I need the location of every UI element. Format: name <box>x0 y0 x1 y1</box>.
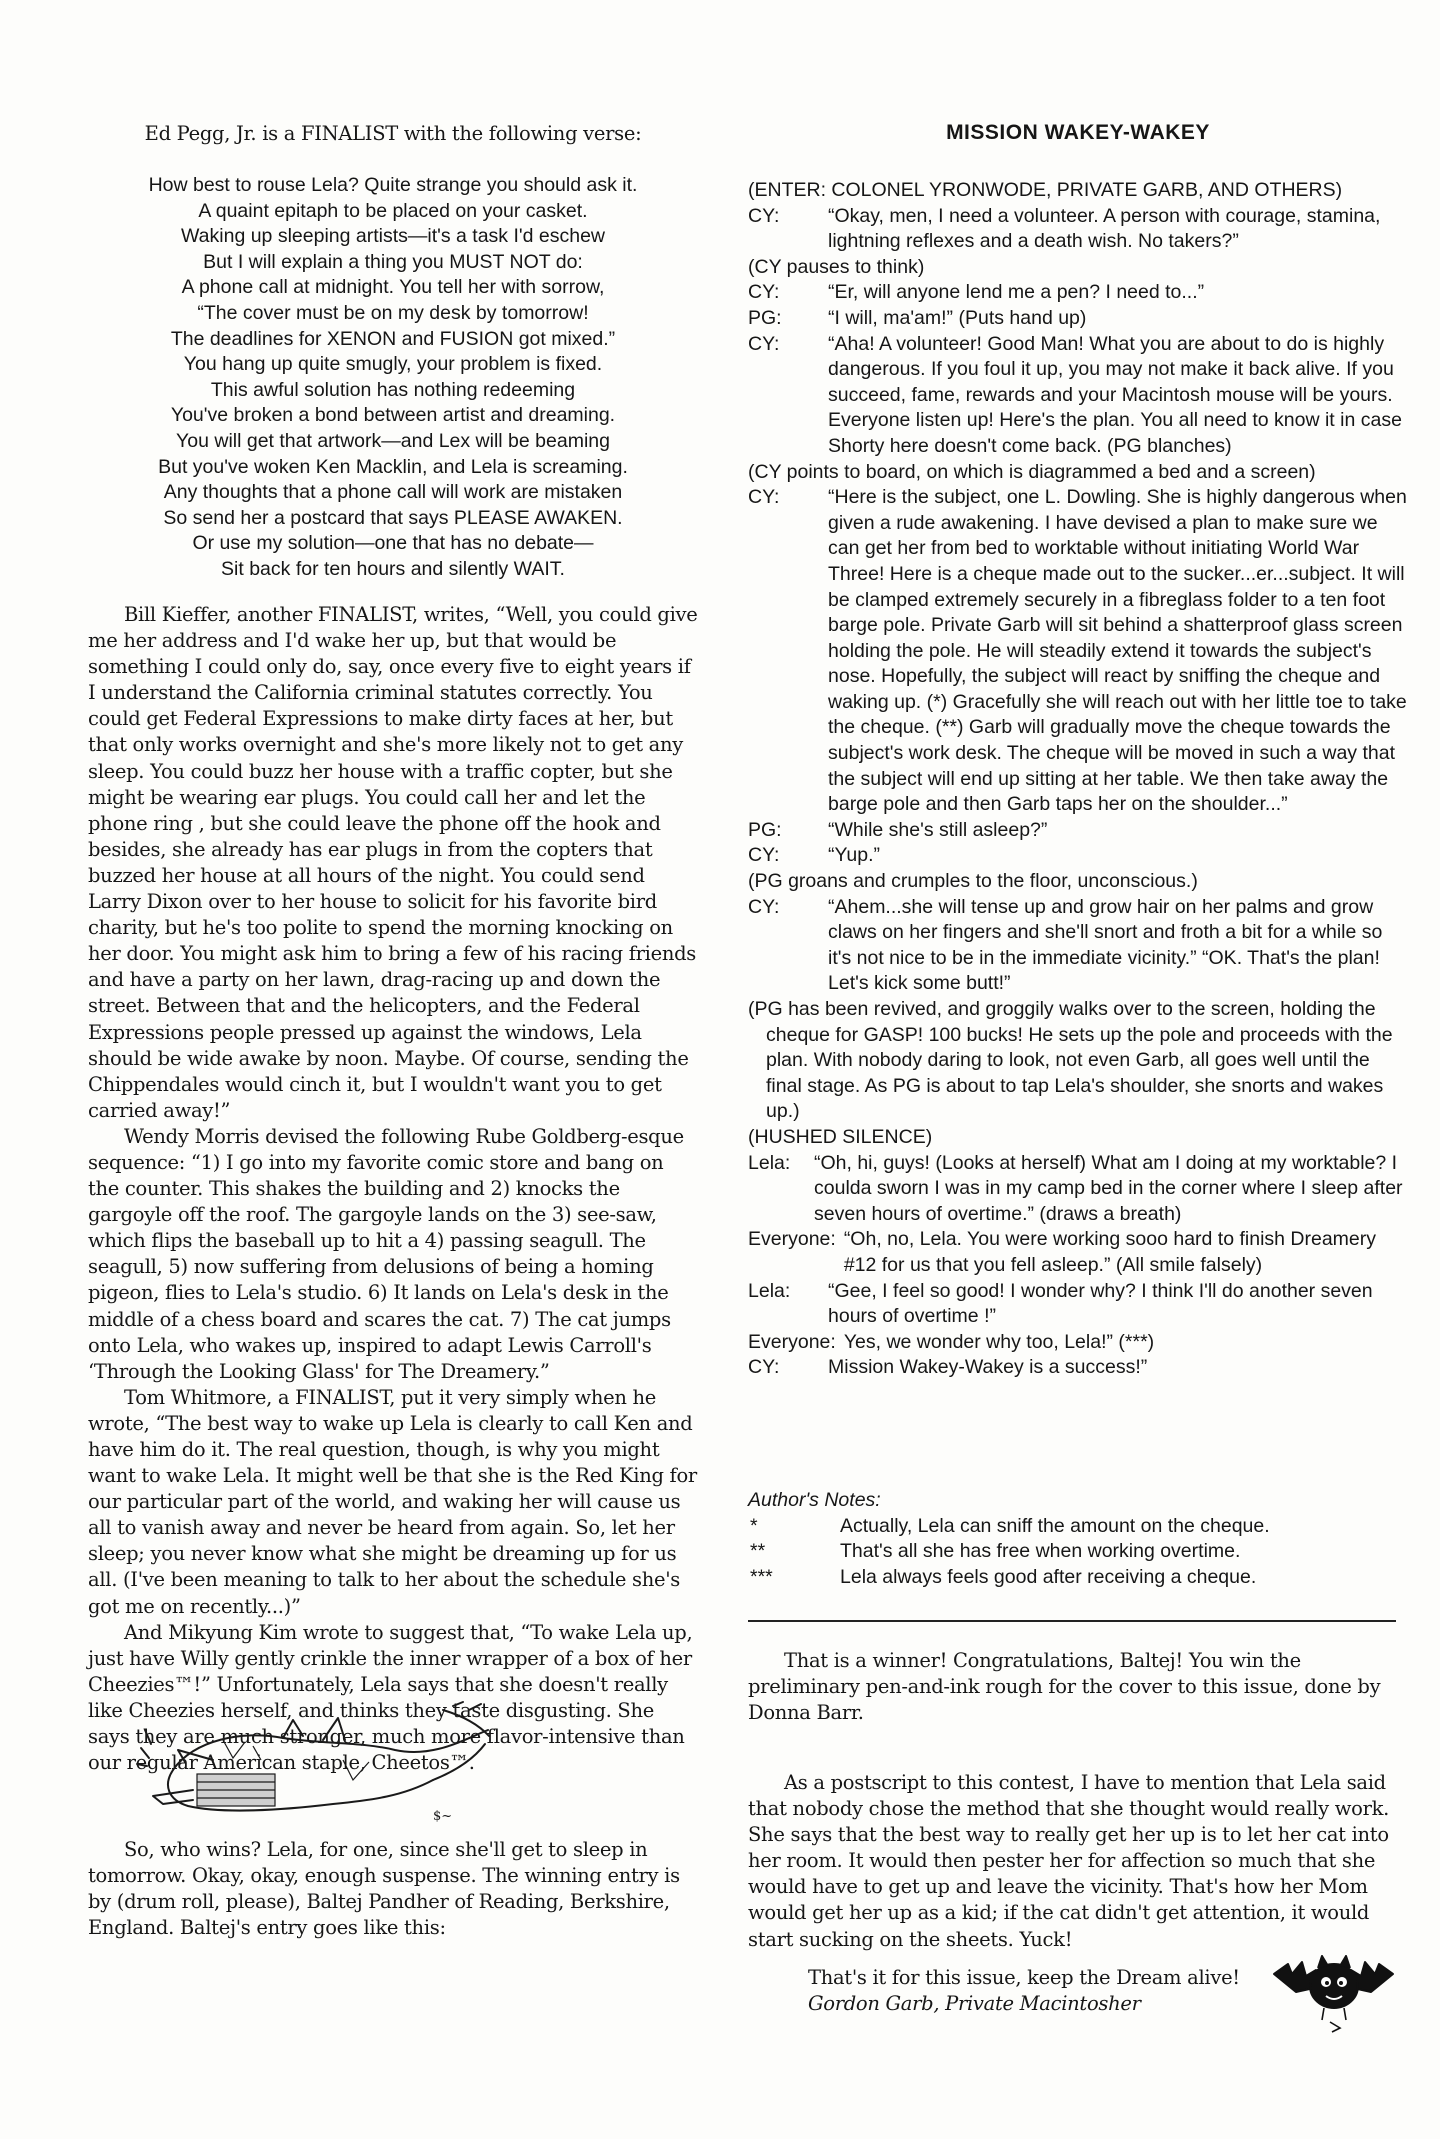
poem-line: So send her a postcard that says PLEASE AWAKEN. <box>163 506 623 529</box>
script-line: CY: “Aha! A volunteer! Good Man! What you are about to do is highly dangerous. If you foul it up, you may not make it back alive. If you succeed, fame, rewards and your Macintosh mouse will be yours. Everyone listen up! Here's the plan. You all need to know it in case Shorty here doesn't come back. (PG blanches) <box>748 332 1402 457</box>
script-line: Lela: “Gee, I feel so good! I wonder why? I think I'll do another seven hours of overtime !” <box>748 1279 1373 1328</box>
poem-line: You've broken a bond between artist and dreaming. <box>170 404 616 427</box>
paragraph-kim: And Mikyung Kim wrote to suggest that, “To wake Lela up, just have Willy gently crinkle the inner wrapper of a box of her Cheezies™!” Unfortunately, Lela says that she doesn't really like Cheezies herself, and thinks they taste disgusting. She says they are much stronger, much more flavor-intensive than our regular American staple, Cheetos™. <box>88 1620 693 1775</box>
signature: Gordon Garb, Private Macintosher <box>808 1992 1141 2016</box>
script-line: CY: “Here is the subject, one L. Dowling. She is highly dangerous when given a rude awakening. I have devised a plan to make sure we can get her from bed to worktable without initiating World War Three! Here is a cheque made out to the sucker...er...subject. It will be clamped extremely securely in a fibreglass folder to a ten foot barge pole. Private Garb will sit behind a shatterproof glass screen holding the pole. He will steadily extend it towards the subject's nose. Hopefully, the subject will react by sniffing the cheque and waking up. (*) Gracefully she will reach out with her little toe to take the cheque. (**) Garb will gradually move the cheque towards the subject's work desk. The cheque will be moved in such a way that the subject will end up sitting at her table. We then take away the barge pole and then Garb taps her on the shoulder...” <box>748 486 1407 816</box>
script-line: CY: “Ahem...she will tense up and grow hair on her palms and grow claws on her fingers and she'll snort and froth a bit for a while so it's not nice to be in the immediate vicinity.” “OK. That's the plan! Let's kick some butt!” <box>748 895 1383 995</box>
postscript-paragraph: As a postscript to this contest, I have to mention that Lela said that nobody chose the method that she thought would really work. She says that the best way to really get her up is to let her cat into her room. It would then pester her for affection so much that she would have to get up and leave the vicinity. That's how her Mom would get her up as a kid; if the cat didn't get attention, it would start sucking on the sheets. Yuck! <box>748 1771 1390 1951</box>
cat-illustration <box>133 1700 495 1826</box>
poem-line: But I will explain a thing you MUST NOT do: <box>203 250 583 273</box>
artist-signature: $~ <box>433 1809 453 1824</box>
poem-line: You will get that artwork—and Lex will be beaming <box>176 429 610 452</box>
section-divider <box>748 1620 1396 1622</box>
poem-line: A quaint epitaph to be placed on your casket. <box>198 199 588 222</box>
script-line: CY: Mission Wakey-Wakey is a success!” <box>748 1356 1148 1379</box>
winner-paragraph: That is a winner! Congratulations, Baltej! You win the preliminary pen-and-ink rough for the cover to this issue, done by Donna Barr. <box>748 1649 1381 1725</box>
poem-line: Sit back for ten hours and silently WAIT. <box>221 557 565 580</box>
script-line: Everyone: Yes, we wonder why too, Lela!” (***) <box>748 1330 1155 1353</box>
note-item: * Actually, Lela can sniff the amount on the cheque. <box>750 1514 1270 1537</box>
poem-line: You hang up quite smugly, your problem is fixed. <box>183 353 603 376</box>
script <box>748 178 1408 1381</box>
stage-direction: (ENTER: COLONEL YRONWODE, PRIVATE GARB, AND OTHERS) <box>748 179 1343 201</box>
paragraph-whitmore: Tom Whitmore, a FINALIST, put it very simply when he wrote, “The best way to wake up Lela is clearly to call Ken and have him do it. The real question, though, is why you might want to wake Lela. It might well be that she is the Red King for our particular part of the world, and waking her will cause us all to vanish away and never be heard from again. So, let her sleep; you never know what she might be dreaming up for us all. (I've been meaning to talk to her about the schedule she's got me on recently...)” <box>88 1385 697 1618</box>
poem-line: How best to rouse Lela? Quite strange you should ask it. <box>148 174 638 196</box>
intro-line: Ed Pegg, Jr. is a FINALIST with the following verse: <box>144 122 642 145</box>
section-title: MISSION WAKEY-WAKEY <box>946 121 1210 144</box>
paragraph-morris: Wendy Morris devised the following Rube Goldberg-esque sequence: “1) I go into my favorite comic store and bang on the counter. This shakes the building and 2) knocks the gargoyle off the roof. The gargoyle lands on the 3) see-saw, which flips the baseball up to hit a 4) passing seagull. The seagull, 5) now suffering from delusions of being a homing pigeon, flies to Lela's studio. 6) It lands on Lela's desk in the middle of a chess board and scares the cat. 7) The cat jumps onto Lela, who wakes up, inspired to adapt Lewis Carroll's ‘Through the Looking Glass' for The Dreamery.” <box>88 1124 684 1383</box>
script-line: PG: “While she's still asleep?” <box>748 818 1048 841</box>
notes-title: Author's Notes: <box>748 1489 881 1511</box>
script-line: Everyone: “Oh, no, Lela. You were working sooo hard to finish Dreamery #12 for us that you fell asleep.” (All smile falsely) <box>748 1228 1377 1276</box>
note-item: ** That's all she has free when working overtime. <box>750 1540 1241 1563</box>
paragraph-kieffer: Bill Kieffer, another FINALIST, writes, “Well, you could give me her address and I'd wake her up, but that would be something I could only do, say, once every five to eight years if I understand the California criminal statutes correctly. You could get Federal Expressions to make dirty faces at her, but that only works overnight and she's more likely not to get any sleep. You could buzz her house with a traffic copter, but she might be wearing ear plugs. You could call her and let the phone ring , but she could leave the phone off the hook and besides, she already has ear plugs in from the copters that buzzed her house at all hours of the night. You could send Larry Dixon over to her house to solicit for his favorite bird charity, but he's too polite to spend the morning knocking on her door. You might ask him to bring a few of his racing friends and have a party on her lawn, drag-racing up and down the street. Between that and the helicopters, and the Federal Expressions people pressed up against the windows, Lela should be wide awake by noon. Maybe. Of course, sending the Chippendales would cinch it, but I wouldn't want you to get carried away!” <box>88 603 698 1122</box>
stage-direction: (HUSHED SILENCE) <box>748 1125 933 1148</box>
signoff-line: That's it for this issue, keep the Dream alive! <box>808 1966 1240 1989</box>
poem-line: “The cover must be on my desk by tomorrow! <box>197 301 589 324</box>
poem-line: Or use my solution—one that has no debate— <box>192 532 594 555</box>
poem-line: Waking up sleeping artists—it's a task I'd eschew <box>181 225 605 248</box>
winner-announcement: So, who wins? Lela, for one, since she'll get to sleep in tomorrow. Okay, okay, enough suspense. The winning entry is by (drum roll, please), Baltej Pandher of Reading, Berkshire, England. Baltej's entry goes like this: <box>88 1838 680 1940</box>
poem <box>88 173 698 583</box>
script-line: CY: “Okay, men, I need a volunteer. A person with courage, stamina, lightning reflexes and a death wish. No takers?” <box>748 204 1381 253</box>
authors-notes <box>748 1488 1408 1590</box>
script-line: PG: “I will, ma'am!” (Puts hand up) <box>748 306 1087 329</box>
poem-line: Any thoughts that a phone call will work are mistaken <box>163 481 623 504</box>
letters-body <box>88 602 698 1776</box>
poem-line: But you've woken Ken Macklin, and Lela is screaming. <box>158 455 628 478</box>
script-line: CY: “Er, will anyone lend me a pen? I need to...” <box>748 281 1205 304</box>
poem-line: A phone call at midnight. You tell her with sorrow, <box>181 276 605 299</box>
signoff <box>808 1965 1248 2017</box>
stage-direction: (CY points to board, on which is diagrammed a bed and a screen) <box>748 460 1316 483</box>
note-item: *** Lela always feels good after receiving a cheque. <box>750 1565 1257 1588</box>
bat-illustration <box>1266 1952 1401 2040</box>
script-line: CY: “Yup.” <box>748 844 881 867</box>
stage-direction: (PG has been revived, and groggily walks over to the screen, holding the cheque for GASP! 100 bucks! He sets up the pole and proceeds with the plan. With nobody daring to look, not even Garb, all goes well until the final stage. As PG is about to tap Lela's shoulder, she snorts and wakes up.) <box>748 998 1393 1123</box>
stage-direction: (PG groans and crumples to the floor, unconscious.) <box>748 870 1198 893</box>
poem-line: The deadlines for XENON and FUSION got mixed.” <box>170 327 616 350</box>
script-line: Lela: “Oh, hi, guys! (Looks at herself) What am I doing at my worktable? I coulda sworn I was in my camp bed in the corner where I sleep after seven hours of overtime.” (draws a breath) <box>748 1151 1403 1225</box>
poem-line: This awful solution has nothing redeeming <box>210 378 576 401</box>
stage-direction: (CY pauses to think) <box>748 255 925 278</box>
